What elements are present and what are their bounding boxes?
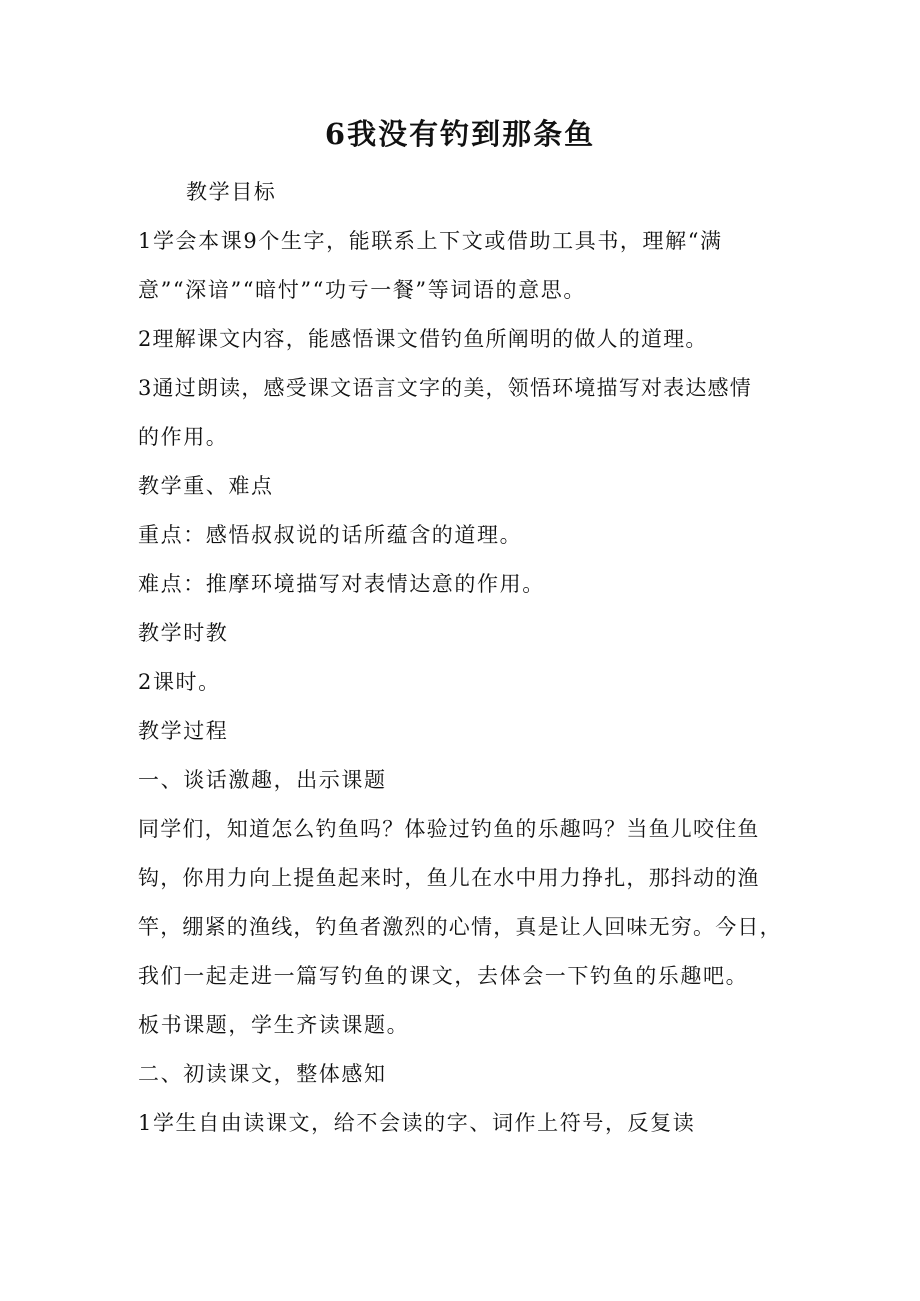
paragraph-line: 1学生自由读课文，给不会读的字、词作上符号，反复读 bbox=[138, 1111, 696, 1135]
document-body bbox=[138, 168, 798, 1148]
paragraph-line: 的作用。 bbox=[138, 425, 229, 449]
paragraph-line: 我们一起走进一篇写钓鱼的课文，去体会一下钓鱼的乐趣吧。 bbox=[138, 964, 749, 988]
paragraph-line: 意”“深谙”“暗忖”“功亏一餐”等词语的意思。 bbox=[138, 278, 586, 302]
paragraph-line: 3通过朗读，感受课文语言文字的美，领悟环境描写对表达感情 bbox=[138, 376, 752, 400]
section-heading-objectives: 教学目标 bbox=[186, 180, 277, 204]
paragraph-line: 竿，绷紧的渔线，钓鱼者激烈的心情，真是让人回味无穷。今日， bbox=[138, 915, 782, 939]
document-title: 6我没有钓到那条鱼 bbox=[324, 117, 596, 151]
paragraph-line: 2理解课文内容，能感悟课文借钓鱼所阐明的做人的道理。 bbox=[138, 327, 708, 351]
paragraph-line: 钩，你用力向上提鱼起来时，鱼儿在水中用力挣扎，那抖动的渔 bbox=[138, 866, 760, 890]
paragraph-line: 1学会本课9个生字，能联系上下文或借助工具书，理解“满 bbox=[138, 229, 723, 253]
subsection-heading: 二、初读课文，整体感知 bbox=[138, 1062, 387, 1086]
section-heading-process: 教学过程 bbox=[138, 719, 229, 743]
paragraph-line: 重点：感悟叔叔说的话所蕴含的道理。 bbox=[138, 523, 523, 547]
subsection-heading: 一、谈话激趣，出示课题 bbox=[138, 768, 387, 792]
paragraph-line: 板书课题，学生齐读课题。 bbox=[138, 1013, 410, 1037]
paragraph-line: 难点：推摩环境描写对表情达意的作用。 bbox=[138, 572, 545, 596]
paragraph-line: 2课时。 bbox=[138, 670, 221, 694]
paragraph-line: 同学们，知道怎么钓鱼吗？体验过钓鱼的乐趣吗？当鱼儿咬住鱼 bbox=[138, 817, 760, 841]
section-heading-class-hours: 教学时教 bbox=[138, 621, 229, 645]
section-heading-key-points: 教学重、难点 bbox=[138, 474, 274, 498]
